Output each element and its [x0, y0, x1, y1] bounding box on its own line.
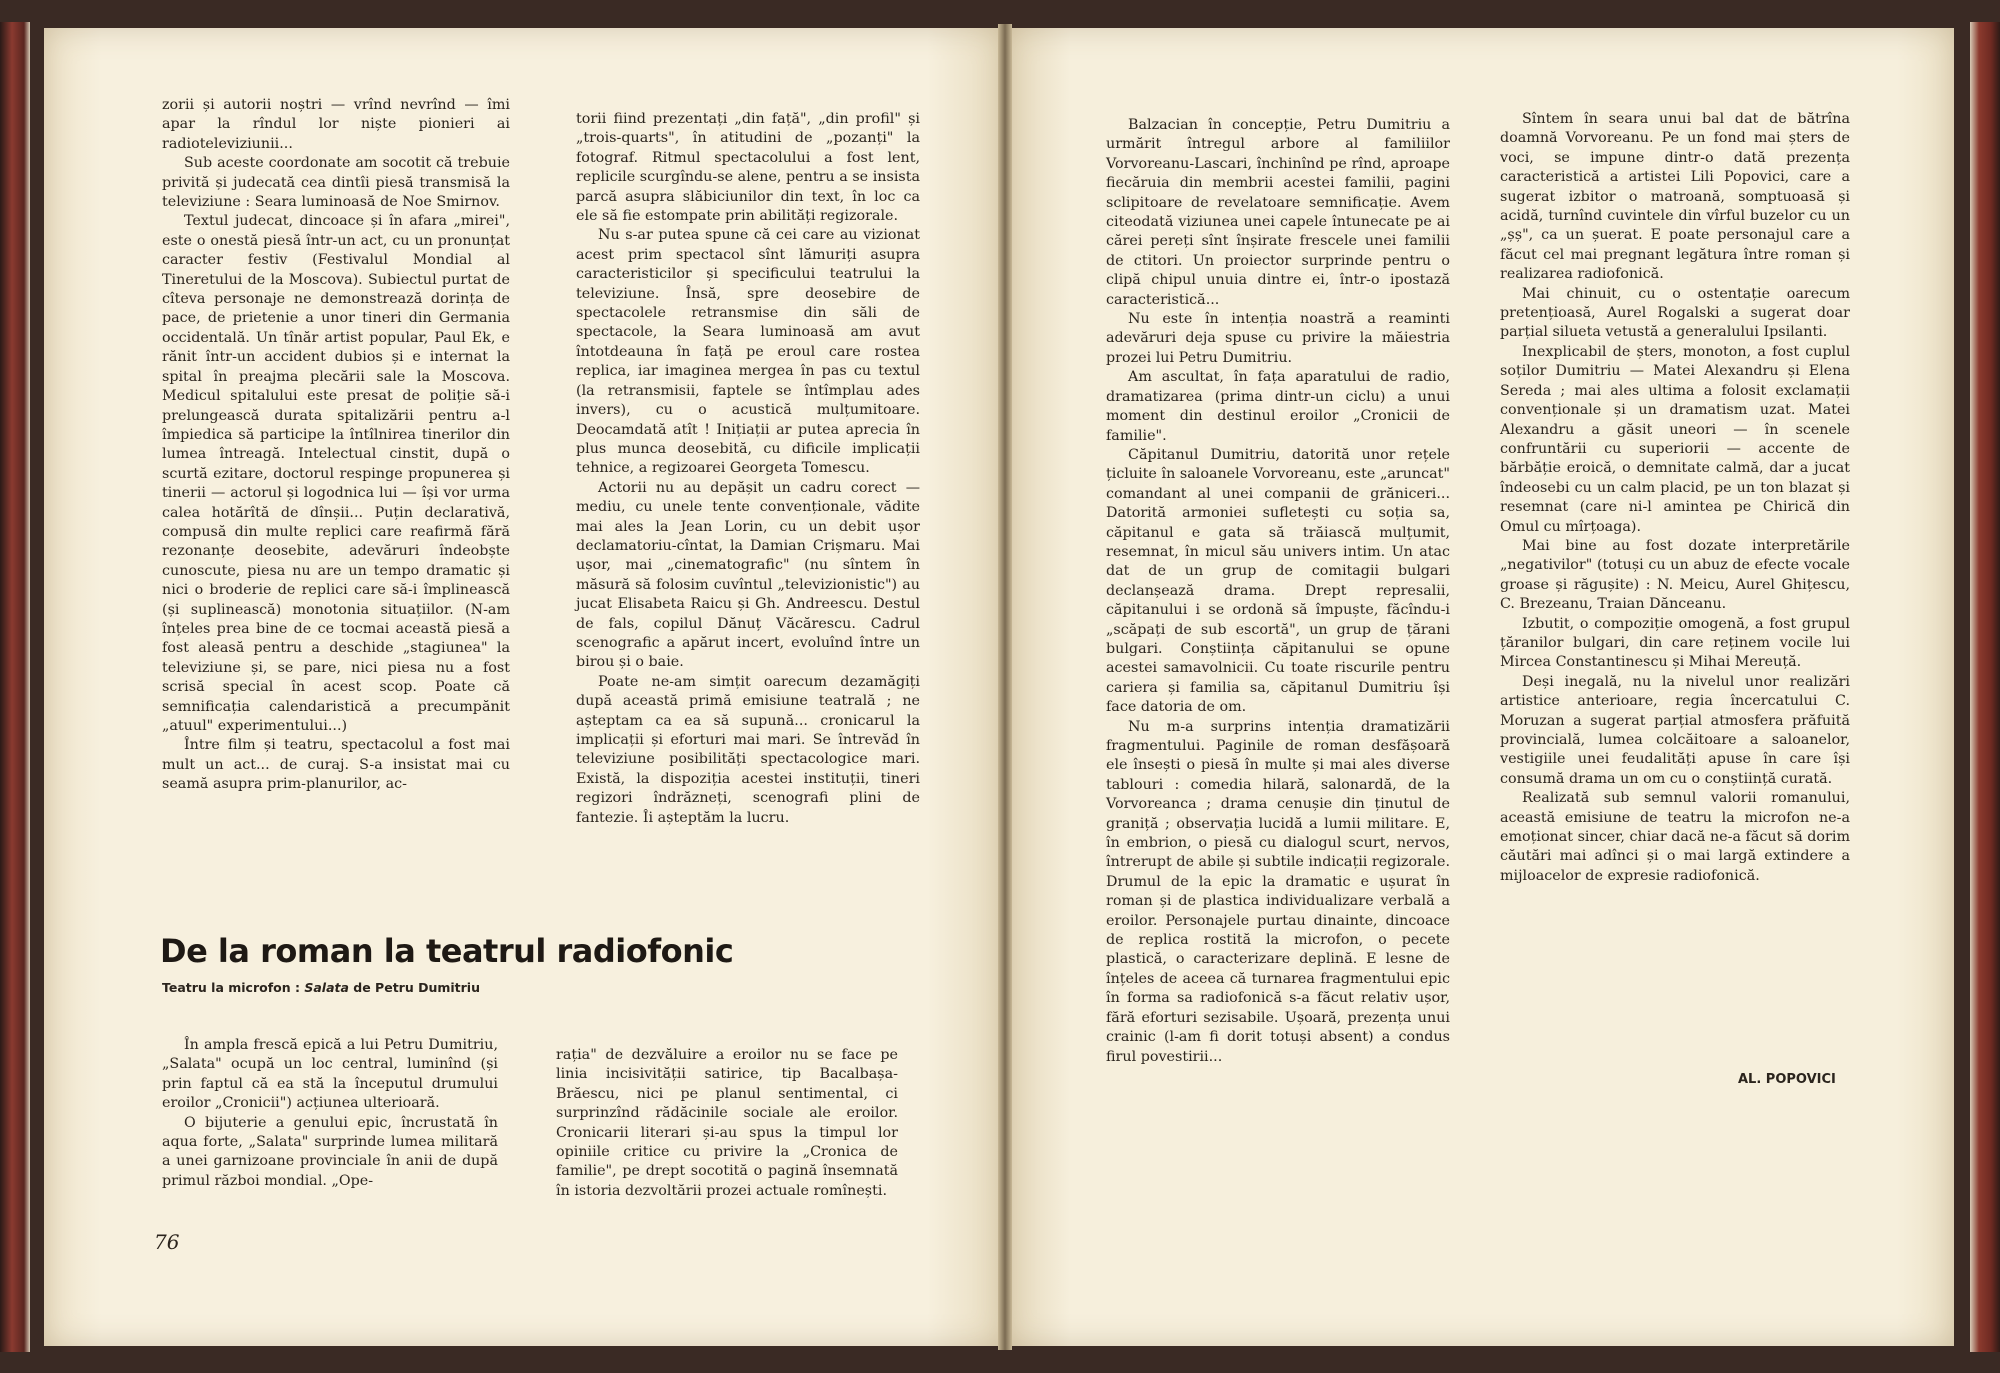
paragraph: Realizată sub semnul valorii romanului, această emisiune de teatru la microfon ne-a emoționat sincer, chiar dacă ne-a făcut să dorim căutări mai adînci și o mai largă extindere a mijloacelor de expresie radiofonică. [1500, 790, 1850, 884]
subtitle-suffix: de Petru Dumitriu [348, 980, 480, 995]
paragraph: Sîntem în seara unui bal dat de bătrîna doamnă Vorvoreanu. Pe un fond mai șters de voci, se impune dintr-o dată prezența caracteristică a artistei Lili Popovici, care a sugerat izbitor o matroană, somptuoasă și acidă, turnînd cuvintele din vîrful buzelor cu un „șș", ca un șuerat. E poate personajul care a făcut cel mai pregnant legătura între roman și realizarea radiofonică. [1500, 111, 1850, 283]
paragraph: torii fiind prezentați „din față", „din profil" și „trois-quarts", în atitudini de „pozanți" la fotograf. Ritmul spectacolului a fost lent, replicile scurgîndu-se alene, pentru a se insista parcă asupra slăbiciunilor din text, în loc ca ele să fie estompate prin abilități regizorale. [576, 111, 920, 225]
paragraph: Nu m-a surprins intenția dramatizării fragmentului. Paginile de roman desfășoară ele însești o piesă în multe și mai ales diverse tablouri : comedia hilară, salonardă, de la Vorvoreanca ; drama cenușie din ținutul de graniță ; observația lucidă a lumii militare. E, în embrion, o piesă cu dialogul scurt, nervos, întrerupt de abile și subtile indicații regizorale. Drumul de la epic la dramatic e ușurat în roman și de plastica individualizare verbală a eroilor. Personajele purtau dinainte, dincoace de replica rostită la microfon, o pecete plastică, o caracterizare deplină. E lesne de înțeles de aceea că turnarea fragmentului epic în forma sa radiofonică s-a făcut relativ ușor, fără eforturi sezisabile. Ușoară, prezența unui crainic (l-am fi dorit totuși absent) a condus firul povestirii... [1106, 718, 1450, 1065]
paragraph: Sub aceste coordonate am socotit că trebuie privită și judecată cea dintîi piesă transmisă la televiziune : Seara luminoasă de Noe Smirnov. [162, 155, 510, 211]
paragraph: Mai bine au fost dozate interpretările „negativilor" (totuși cu un abuz de efecte vocale groase și răgușite) : N. Meicu, Aurel Ghițescu, C. Brezeanu, Traian Dănceanu. [1500, 537, 1850, 613]
paragraph: Am ascultat, în fața aparatului de radio, dramatizarea (prima dintr-un ciclu) a unui moment din destinul eroilor „Cronicii de familie". [1106, 369, 1450, 444]
left-column-2 [576, 110, 920, 828]
paragraph: Poate ne-am simțit oarecum dezamăgiți după această primă emisiune teatrală ; ne așteptam ca ea să supună... cronicarul la implicații și eforturi mai mari. Se întrevăd în televiziune posibilități spectacologice mari. Există, la dispoziția acestei instituții, tineri regizori îndrăzneți, scenografi plini de fantezie. Îi așteptăm la lucru. [576, 673, 920, 826]
subtitle-prefix: Teatru la microfon : [162, 980, 305, 995]
article-title: De la roman la teatrul radiofonic [160, 932, 734, 970]
right-column-2 [1500, 110, 1850, 886]
paragraph: Mai chinuit, cu o ostentație oarecum pretențioasă, Aurel Rogalski a sugerat doar parțial silueta vetustă a generalului Ipsilanti. [1500, 285, 1850, 341]
paragraph: În ampla frescă epică a lui Petru Dumitriu, „Salata" ocupă un loc central, luminînd (și prin faptul că ea stă la începutul drumului eroilor „Cronicii") acțiunea ulterioară. [162, 1037, 498, 1112]
book-binding-right [1970, 22, 2000, 1352]
subtitle-work: Salata [304, 980, 349, 995]
paragraph: Inexplicabil de șters, monoton, a fost cuplul soților Dumitriu — Matei Alexandru și Elena Sereda ; mai ales ultima a folosit exclamații convenționale și un dramatism uzat. Matei Alexandru a găsit uneori — în scenele confruntării cu superiorii — accente de bărbăție eroică, o demnitate calmă, dar a jucat îndeosebi cu un calm placid, pe un ton blazat și resemnat (care ni-l amintea pe Chirică din Omul cu mîrțoaga). [1500, 343, 1850, 535]
paragraph: Între film și teatru, spectacolul a fost mai mult un act... de curaj. S-a insistat mai cu seamă asupra prim-planurilor, ac- [162, 737, 510, 793]
paragraph: O bijuterie a genului epic, încrustată în aqua forte, „Salata" surprinde lumea militară a unei garnizoane provinciale în anii de după primul război mondial. „Ope- [162, 1114, 498, 1189]
paragraph: Textul judecat, dincoace și în afara „mirei", este o onestă piesă într-un act, cu un pronunțat caracter festiv (Festivalul Mondial al Tineretului de la Moscova). Subiectul purtat de cîteva personaje ne demonstrează dorința de pace, de prietenie a unor tineri din Germania occidentală. Un tînăr artist popular, Paul Ek, e rănit într-un accident dubios și e internat la spital în preajma plecării sale la Moscova. Medicul spitalului este presat de poliție să-i prelungească durata spitalizării pentru a-l împiedica să participe la întîlnirea tinerilor din lumea întreagă. Intelectual cinstit, după o scurtă ezitare, doctorul respinge propunerea și tinerii — actorul și logodnica lui — își vor urma calea hotărîtă de dînșii... Puțin declarativă, compusă din multe replici care reafirmă fără rezonanțe deosebite, adevăruri îndeobște cunoscute, piesa nu are un tempo dramatic și nici o broderie de replici care să-i împlinească (și suplinească) monotonia situațiilor. (N-am înțeles prea bine de ce tocmai această piesă a fost aleasă pentru a deschide „stagiunea" la televiziune și, se pare, nici piesa nu a fost scrisă special în acest scop. Poate că semnificația calendaristică a precumpănit „atuul" experimentului...) [162, 213, 510, 734]
left-column-1 [162, 96, 510, 795]
article-subtitle [162, 980, 480, 995]
page-number: 76 [154, 1230, 180, 1254]
right-column-1 [1106, 116, 1450, 1067]
paragraph: Nu s-ar putea spune că cei care au vizionat acest prim spectacol sînt lămuriți asupra caracteristicilor și specificului teatrului la televiziune. Însă, spre deosebire de spectacolele retransmise din săli de spectacole, la Seara luminoasă am avut întotdeauna în față pe eroul care rostea replica, iar imaginea mergea în pas cu textul (la retransmisii, faptele se întîmplau ades invers), cu o acustică mulțumitoare. Deocamdată atît ! Inițiații ar putea aprecia în plus munca deosebită, cu dificile implicații tehnice, a regizoarei Georgeta Tomescu. [576, 227, 920, 477]
paragraph: Balzacian în concepție, Petru Dumitriu a urmărit întregul arbore al familiilor Vorvoreanu-Lascari, închinînd pe rînd, aproape fiecăruia din membrii acestei familii, pagini sclipitoare de revelatoare semnificație. Avem citeodată viziunea unei capele întunecate pe ai cărei pereți sînt înșirate frescele unei familii de ctitori. Un proiector surprinde pentru o clipă chipul unuia dintre ei, într-o ipostază caracteristică... [1106, 117, 1450, 308]
paragraph: Deși inegală, nu la nivelul unor realizări artistice anterioare, regia încercatului C. Moruzan a sugerat parțial atmosfera prăfuită provincială, lumea colcăitoare a saloanelor, vestigiile unei feudalități apuse în care își consumă drama un om cu o conștiință curată. [1500, 673, 1850, 787]
page-gutter [998, 24, 1012, 1350]
paragraph: zorii și autorii noștri — vrînd nevrînd — îmi apar la rîndul lor niște pionieri ai radioteleviziunii... [162, 97, 510, 152]
paragraph: rația" de dezvăluire a eroilor nu se face pe linia incisivității satirice, tip Bacalbașa-Brăescu, nici pe planul sentimental, ci surprinzînd rădăcinile sociale ale eroilor. Cronicarii literari și-au spus la timpul lor opiniile critice cu privire la „Cronica de familie", pe drept socotită o pagină însemnată în istoria dezvoltării prozei actuale romînești. [556, 1047, 898, 1199]
paragraph: Izbutit, o compoziție omogenă, a fost grupul țăranilor bulgari, din care reținem vocile lui Mircea Constantinescu și Mihai Mereuță. [1500, 615, 1850, 671]
paragraph: Căpitanul Dumitriu, datorită unor rețele țicluite în saloanele Vorvoreanu, este „aruncat" comandant al unei companii de grăniceri... Datorită armoniei sufletești cu soția sa, căpitanul e gata să trăiască mulțumit, resemnat, în micul său univers intim. Un atac dat de un grup de comitagii bulgari declanșează drama. Drept represalii, căpitanului i se ordonă să împuște, făcîndu-i „scăpați de sub escortă", un grup de țărani bulgari. Conștiința căpitanului se opune acestei samavolnicii. Cu toate riscurile pentru cariera și familia sa, căpitanul Dumitriu își face datoria de om. [1106, 446, 1450, 716]
left-bottom-column-2 [556, 1046, 898, 1201]
left-bottom-column-1 [162, 1036, 498, 1191]
paragraph: Nu este în intenția noastră a reaminti adevăruri deja spuse cu privire la măiestria prozei lui Petru Dumitriu. [1106, 311, 1450, 366]
book-binding-left [0, 22, 30, 1352]
paragraph: Actorii nu au depășit un cadru corect — mediu, cu unele tente convenționale, vădite mai ales la Jean Lorin, cu un debit ușor declamatoriu-cîntat, la Damian Crișmaru. Mai ușor, mai „cinematografic" (nu sîntem în măsură să folosim cuvîntul „televizionistic") au jucat Elisabeta Raicu și Gh. Andreescu. Destul de fals, copilul Dănuț Văcărescu. Cadrul scenografic a apărut incert, evoluînd între un birou și o baie. [576, 479, 920, 671]
author-signature: AL. POPOVICI [1738, 1072, 1836, 1087]
